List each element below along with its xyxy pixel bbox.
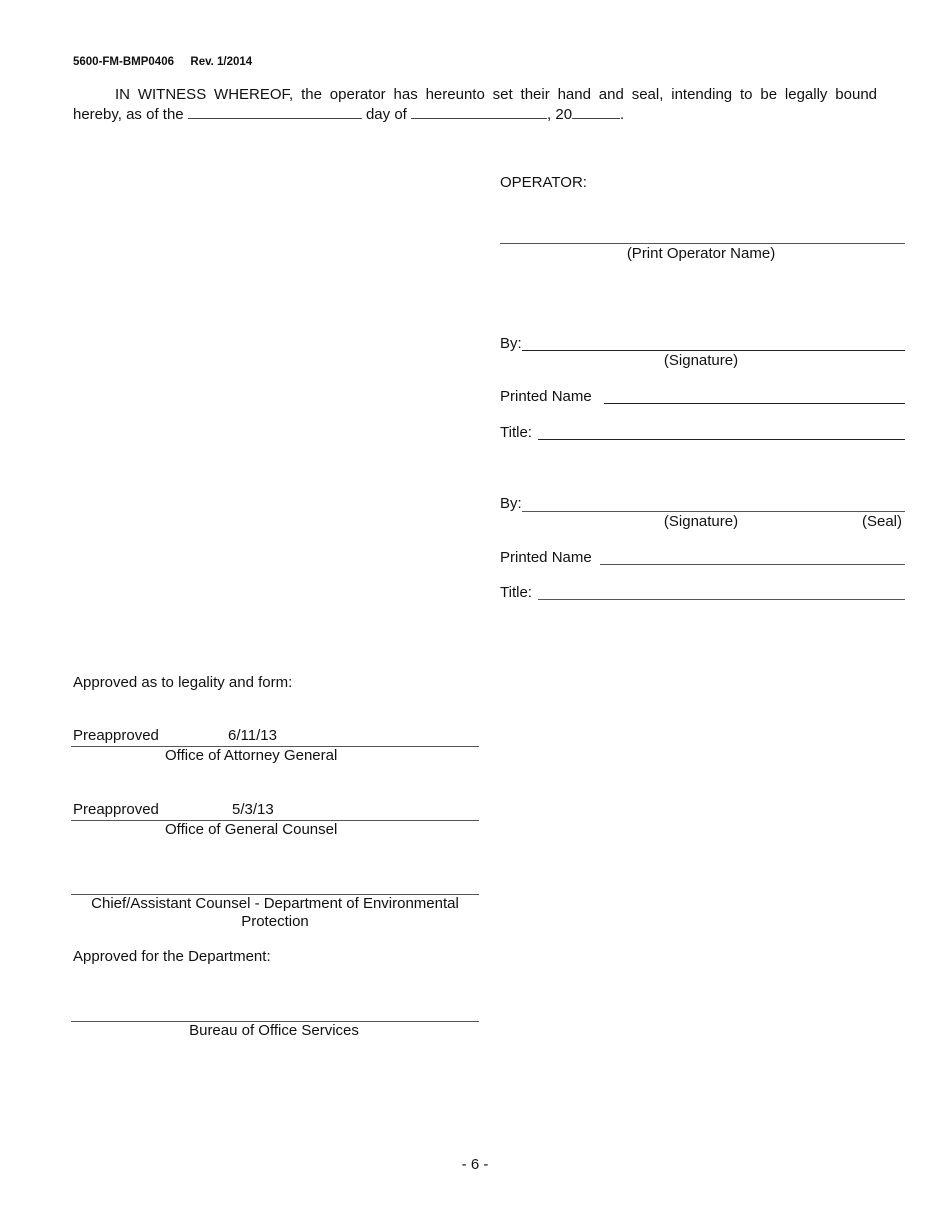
title-label-1: Title: [500,424,532,441]
witness-day-of: day of [365,106,407,123]
title-field-2[interactable] [538,599,905,600]
general-counsel-date: 5/3/13 [232,801,274,818]
witness-year-prefix: , 20 [547,106,573,123]
chief-counsel-caption-line-2: Protection [241,913,309,930]
bureau-caption: Bureau of Office Services [189,1022,359,1039]
attorney-general-office: Office of Attorney General [165,747,338,764]
form-revision: Rev. 1/2014 [190,56,253,68]
witness-line-2 [73,104,877,124]
witness-paragraph [73,85,877,124]
signature-field-2[interactable] [522,511,905,512]
by-label-1: By: [500,335,522,352]
department-heading: Approved for the Department: [73,948,271,965]
signature-caption-1: (Signature) [663,352,739,369]
form-header [73,56,252,68]
attorney-general-date: 6/11/13 [228,727,277,744]
form-number: 5600-FM-BMP0406 [73,56,174,68]
chief-counsel-caption [71,895,479,931]
title-label-2: Title: [500,584,532,601]
general-counsel-office: Office of General Counsel [165,821,338,838]
witness-period: . [620,106,625,123]
general-counsel-status: Preapproved [73,801,159,818]
printed-name-label-1: Printed Name [500,388,592,405]
operator-name-field[interactable] [500,243,905,244]
year-field[interactable] [572,104,620,119]
seal-caption: (Seal) [862,513,903,530]
printed-name-label-2: Printed Name [500,549,592,566]
legality-heading: Approved as to legality and form: [73,674,293,691]
month-field[interactable] [411,104,547,119]
printed-name-field-2[interactable] [600,564,905,565]
title-field-1[interactable] [538,439,905,440]
witness-prefix: hereby, as of the [73,106,184,123]
print-operator-name-caption: (Print Operator Name) [626,245,776,262]
signature-field-1[interactable] [522,350,905,351]
printed-name-field-1[interactable] [604,403,905,404]
chief-counsel-caption-line-1: Chief/Assistant Counsel - Department of Environmental [91,895,459,912]
attorney-general-status: Preapproved [73,727,159,744]
operator-heading: OPERATOR: [500,174,587,191]
day-field[interactable] [188,104,362,119]
signature-caption-2: (Signature) [663,513,739,530]
by-label-2: By: [500,495,522,512]
page-number: - 6 - [461,1156,489,1173]
witness-line-1: IN WITNESS WHEREOF, the operator has hereunto set their hand and seal, intending to be legally bound [115,86,877,103]
